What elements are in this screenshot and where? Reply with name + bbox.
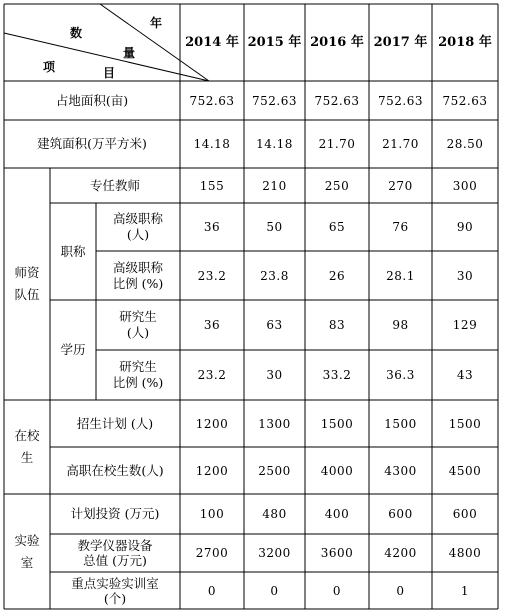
table-cell: 1200 — [195, 463, 229, 478]
year-header: 2015 年 — [247, 34, 302, 50]
table-cell: 14.18 — [256, 137, 293, 151]
row-label-grad-count: 研究生 (人) — [119, 309, 157, 340]
table-cell: 600 — [388, 507, 413, 521]
row-label-vocational: 高职在校生数(人) — [66, 462, 164, 478]
table-cell: 300 — [452, 178, 478, 193]
table-cell: 21.70 — [382, 137, 419, 151]
header-liang-word: 量 — [123, 46, 136, 60]
subgroup-label-title: 职称 — [60, 243, 86, 259]
table-cell: 23.8 — [260, 268, 289, 283]
table-cell: 83 — [328, 318, 346, 332]
table-cell: 14.18 — [193, 137, 231, 151]
table-cell: 23.2 — [197, 368, 227, 382]
table-cell: 1 — [460, 583, 470, 598]
table-cell: 21.70 — [318, 137, 356, 151]
table-cell: 23.2 — [197, 268, 227, 283]
table-cell: 1200 — [195, 416, 229, 431]
table-cell: 76 — [392, 220, 409, 234]
group-label-students: 在校 生 — [14, 428, 40, 465]
table-cell: 43 — [456, 368, 474, 382]
table-cell: 63 — [266, 318, 283, 332]
table-cell: 2700 — [195, 546, 229, 560]
table-cell: 33.2 — [322, 368, 352, 382]
table-cell: 129 — [452, 318, 478, 332]
table-cell: 4500 — [448, 463, 482, 478]
table-cell: 98 — [392, 318, 409, 332]
table-cell: 26 — [328, 268, 346, 283]
table-cell: 480 — [262, 507, 287, 521]
table-cell: 4000 — [320, 463, 354, 478]
header-shu-word: 数 — [70, 26, 83, 40]
table-cell: 2500 — [258, 463, 291, 478]
table-cell: 3600 — [320, 546, 354, 560]
table-cell: 36 — [203, 318, 221, 332]
table-cell: 600 — [452, 507, 478, 521]
table-cell: 752.63 — [314, 93, 360, 108]
row-label-senior-count: 高级职称 (人) — [112, 211, 163, 242]
table-cell: 752.63 — [442, 93, 488, 108]
row-label-fulltime: 专任教师 — [89, 177, 140, 193]
row-label-equipment: 教学仪器设备 总值 (万元) — [77, 538, 153, 568]
table-cell: 270 — [388, 178, 413, 193]
year-header: 2016 年 — [310, 34, 364, 50]
table-cell: 0 — [396, 583, 405, 598]
row-label-land-area: 占地面积(亩) — [55, 92, 129, 108]
table-cell: 90 — [456, 220, 474, 234]
row-label-senior-ratio: 高级职称 比例 (%) — [112, 259, 164, 291]
table-cell: 28.1 — [386, 268, 415, 283]
table-cell: 1500 — [448, 416, 482, 431]
row-label-grad-ratio: 研究生 比例 (%) — [112, 359, 164, 390]
table-cell: 1300 — [258, 416, 291, 431]
table-cell: 250 — [324, 178, 350, 193]
table-cell: 50 — [266, 220, 283, 234]
table-cell: 210 — [262, 178, 287, 193]
group-label-faculty: 师资 队伍 — [14, 265, 40, 302]
table-cell: 752.63 — [378, 93, 423, 108]
table-cell: 36.3 — [386, 368, 415, 382]
table-cell: 0 — [332, 583, 342, 598]
table-cell: 65 — [328, 220, 346, 234]
table-cell: 100 — [199, 507, 225, 521]
table-cell: 4800 — [448, 546, 482, 560]
header-year-word: 年 — [150, 16, 163, 30]
group-label-lab: 实验 室 — [14, 532, 40, 570]
table-cell: 1500 — [320, 416, 354, 431]
table-cell: 4300 — [384, 463, 417, 478]
table-cell: 752.63 — [252, 93, 297, 108]
header-xiang-word: 项 — [43, 60, 56, 74]
table-cell: 4200 — [384, 546, 417, 560]
row-label-building-area: 建筑面积(万平方米) — [37, 136, 147, 151]
subgroup-label-education: 学历 — [60, 342, 86, 357]
table-cell: 30 — [266, 368, 283, 382]
table-cell: 28.50 — [446, 137, 484, 151]
table-cell: 752.63 — [189, 93, 235, 108]
year-header: 2018 年 — [438, 34, 492, 50]
year-header: 2017 年 — [373, 34, 428, 50]
table-cell: 400 — [324, 507, 350, 521]
year-header: 2014 年 — [185, 34, 239, 50]
table-cell: 0 — [270, 583, 279, 598]
row-label-enroll-plan: 招生计划 (人) — [76, 415, 154, 431]
table-cell: 36 — [203, 220, 221, 234]
row-label-investment: 计划投资 (万元) — [70, 506, 160, 521]
table-cell: 30 — [456, 268, 474, 283]
table-cell: 3200 — [258, 546, 291, 560]
table-cell: 0 — [207, 583, 217, 598]
row-label-key-labs: 重点实验实训室 (个) — [71, 575, 159, 606]
table-cell: 155 — [199, 178, 225, 193]
header-mu-word: 目 — [103, 66, 116, 80]
table-cell: 1500 — [384, 416, 417, 431]
